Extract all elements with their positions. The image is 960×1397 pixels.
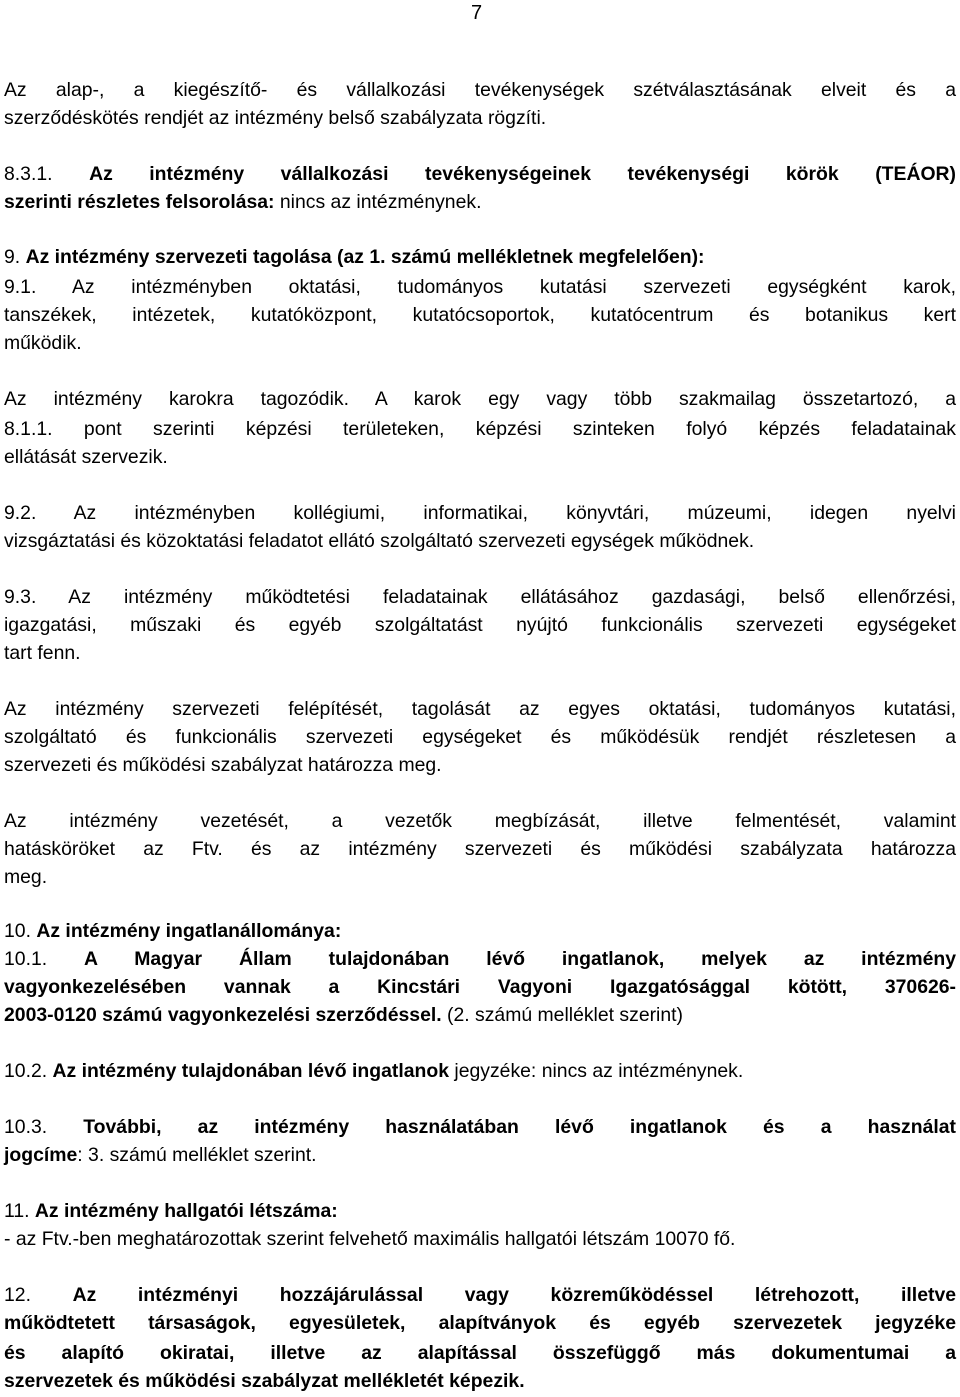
bold-text: Az intézményi hozzájárulással vagy közreműködéssel létrehozott, illetve bbox=[72, 1284, 957, 1306]
page-number: 7 bbox=[471, 2, 483, 24]
text-segment: 9. bbox=[4, 246, 26, 268]
bold-text: vagyonkezelésében vannak a Kincstári Vagyoni Igazgatósággal kötött, 370626- bbox=[4, 976, 956, 998]
text-segment: 11. bbox=[4, 1200, 35, 1222]
bold-text: és alapító okiratai, illetve az alapítással összefüggő más dokumentumai a bbox=[4, 1342, 956, 1364]
text-line bbox=[4, 1284, 956, 1306]
text-segment: ellátását szervezik. bbox=[4, 446, 168, 468]
text-line bbox=[4, 502, 956, 524]
bold-text: Az intézmény hallgatói létszáma: bbox=[34, 1200, 338, 1222]
text-segment: jegyzéke: nincs az intézménynek. bbox=[449, 1060, 744, 1082]
text-segment: Az intézmény vezetését, a vezetők megbízását, illetve felmentését, valamint bbox=[4, 810, 956, 832]
text-line bbox=[4, 838, 956, 860]
text-line bbox=[4, 446, 956, 468]
bold-text: Az intézmény szervezeti tagolása (az 1. számú mellékletnek megfelelően): bbox=[25, 246, 705, 268]
text-segment: 10.2. bbox=[4, 1060, 53, 1082]
text-line bbox=[4, 1144, 956, 1166]
bold-text: Az intézmény ingatlanállománya: bbox=[36, 920, 342, 942]
text-line bbox=[4, 726, 956, 748]
text-line bbox=[4, 1060, 956, 1082]
text-line bbox=[4, 388, 956, 410]
text-line bbox=[4, 276, 956, 298]
text-line bbox=[4, 1116, 956, 1138]
text-segment: szolgáltató és funkcionális szervezeti egységeket és működésük rendjét részletesen a bbox=[4, 726, 956, 748]
bold-text: Az intézmény tulajdonában lévő ingatlanok bbox=[52, 1060, 450, 1082]
text-line bbox=[4, 1342, 956, 1364]
text-line bbox=[4, 586, 956, 608]
text-line bbox=[4, 810, 956, 832]
text-segment: 10.3. bbox=[4, 1116, 84, 1138]
text-segment: tanszékek, intézetek, kutatóközpont, kutatócsoportok, kutatócentrum és botanikus kert bbox=[4, 304, 956, 326]
text-segment: tart fenn. bbox=[4, 642, 81, 664]
text-line bbox=[4, 1228, 956, 1250]
text-line bbox=[4, 107, 956, 129]
text-segment: 8.1.1. pont szerinti képzési területeken, képzési szinteken folyó képzés feladatainak bbox=[4, 418, 956, 440]
text-line bbox=[4, 332, 956, 354]
text-segment: meg. bbox=[4, 866, 48, 888]
text-segment: hatásköröket az Ftv. és az intézmény szervezeti és működési szabályzata határozza bbox=[4, 838, 956, 860]
text-line bbox=[4, 163, 956, 185]
text-segment: Az intézmény szervezeti felépítését, tagolását az egyes oktatási, tudományos kutatási, bbox=[4, 698, 956, 720]
text-line bbox=[4, 191, 956, 213]
text-line bbox=[4, 614, 956, 636]
text-segment: - az Ftv.-ben meghatározottak szerint felvehető maximális hallgatói létszám 10070 fő. bbox=[4, 1228, 736, 1250]
text-segment: (2. számú melléklet szerint) bbox=[441, 1004, 683, 1026]
bold-text: A Magyar Állam tulajdonában lévő ingatlanok, melyek az intézmény bbox=[84, 948, 957, 970]
bold-text: jogcíme bbox=[4, 1144, 78, 1166]
bold-text: Az intézmény vállalkozási tevékenységeinek tevékenységi körök (TEÁOR) bbox=[89, 163, 956, 185]
text-line bbox=[4, 866, 956, 888]
text-line bbox=[4, 920, 956, 942]
text-line bbox=[4, 754, 956, 776]
text-segment: igazgatási, műszaki és egyéb szolgáltatást nyújtó funkcionális szervezeti egységeket bbox=[4, 614, 956, 636]
bold-text: működtetett társaságok, egyesületek, alapítványok és egyéb szervezetek jegyzéke bbox=[4, 1312, 956, 1334]
text-line bbox=[4, 948, 956, 970]
text-line bbox=[4, 79, 956, 101]
text-segment: 9.1. Az intézményben oktatási, tudományos kutatási szervezeti egységként karok, bbox=[4, 276, 956, 298]
text-line bbox=[4, 530, 956, 552]
text-line bbox=[4, 698, 956, 720]
text-segment: : 3. számú melléklet szerint. bbox=[77, 1144, 317, 1166]
text-segment: Az intézmény karokra tagozódik. A karok egy vagy több szakmailag összetartozó, a bbox=[4, 388, 956, 410]
text-segment: működik. bbox=[4, 332, 82, 354]
text-line bbox=[4, 1004, 956, 1026]
text-segment: 8.3.1. bbox=[4, 163, 90, 185]
bold-text: 2003-0120 számú vagyonkezelési szerződéssel. bbox=[4, 1004, 442, 1026]
text-segment: 12. bbox=[4, 1284, 73, 1306]
text-line bbox=[4, 1200, 956, 1222]
text-line bbox=[4, 304, 956, 326]
text-line bbox=[4, 976, 956, 998]
text-segment: 9.3. Az intézmény működtetési feladatainak ellátásához gazdasági, belső ellenőrzési, bbox=[4, 586, 956, 608]
text-line bbox=[4, 1370, 956, 1392]
bold-text: szerinti részletes felsorolása: bbox=[4, 191, 275, 213]
text-line bbox=[4, 418, 956, 440]
text-line bbox=[4, 1312, 956, 1334]
text-segment: vizsgáztatási és közoktatási feladatot ellátó szolgáltató szervezeti egységek működnek. bbox=[4, 530, 755, 552]
bold-text: További, az intézmény használatában lévő ingatlanok és a használat bbox=[83, 1116, 956, 1138]
text-segment: nincs az intézménynek. bbox=[274, 191, 482, 213]
text-segment: szervezeti és működési szabályzat határozza meg. bbox=[4, 754, 442, 776]
text-segment: Az alap-, a kiegészítő- és vállalkozási tevékenységek szétválasztásának elveit és a bbox=[4, 79, 956, 101]
text-line bbox=[4, 246, 956, 268]
text-segment: szerződéskötés rendjét az intézmény belső szabályzata rögzíti. bbox=[4, 107, 547, 129]
text-segment: 9.2. Az intézményben kollégiumi, informatikai, könyvtári, múzeumi, idegen nyelvi bbox=[4, 502, 956, 524]
text-segment: 10. bbox=[4, 920, 37, 942]
bold-text: szervezetek és működési szabályzat mellékletét képezik. bbox=[4, 1370, 525, 1392]
text-segment: 10.1. bbox=[4, 948, 85, 970]
text-line bbox=[4, 642, 956, 664]
